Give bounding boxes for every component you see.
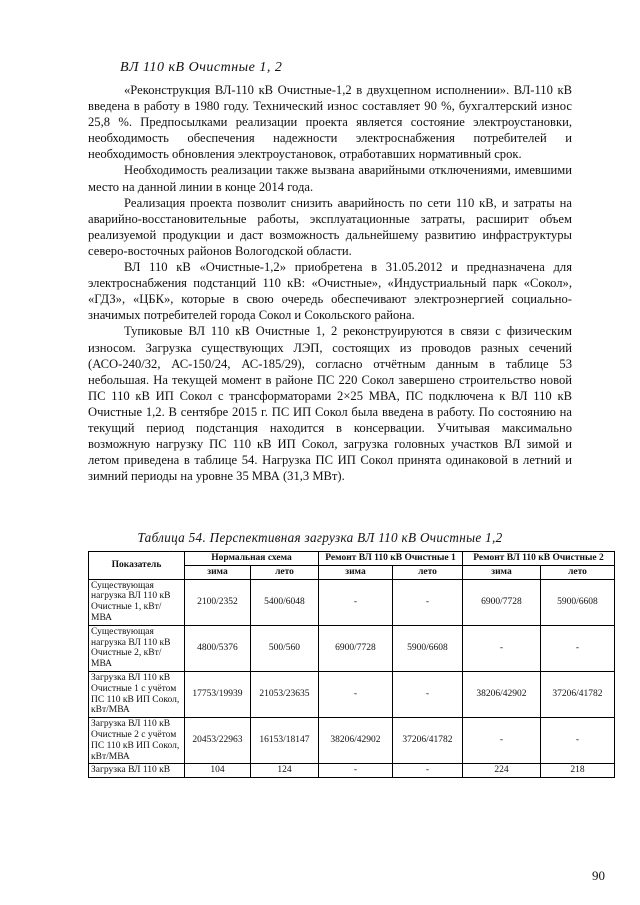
table-cell: 38206/42902 [463,671,541,717]
table-cell: 6900/7728 [463,579,541,625]
table-cell: 16153/18147 [251,718,319,764]
header-winter: зима [463,565,541,579]
row-label: Существующая нагрузка ВЛ 110 кВ Очистные 2, кВт/МВА [89,625,185,671]
header-summer: лето [541,565,615,579]
table-cell: 5900/6608 [541,579,615,625]
table-cell: 6900/7728 [319,625,393,671]
section-heading: ВЛ 110 кВ Очистные 1, 2 [120,60,283,75]
paragraph: Необходимость реализации также вызвана аварийными отключениями, имевшими место на данной линии в конце 2014 года. [88,163,572,194]
table-cell: - [463,625,541,671]
table-cell: 104 [185,764,251,778]
table-row [89,718,615,764]
table-cell: - [463,718,541,764]
row-label: Загрузка ВЛ 110 кВ Очистные 2 с учётом ПС 110 кВ ИП Сокол, кВт/МВА [89,718,185,764]
table-cell: 5900/6608 [393,625,463,671]
table-cell: - [319,579,393,625]
table-cell: 17753/19939 [185,671,251,717]
table-row [89,625,615,671]
table-row [89,764,615,778]
header-indicator: Показатель [89,552,185,580]
table-cell: 5400/6048 [251,579,319,625]
header-summer: лето [393,565,463,579]
header-normal-scheme: Нормальная схема [185,552,319,566]
table-cell: - [319,671,393,717]
table-cell: 21053/23635 [251,671,319,717]
paragraph: ВЛ 110 кВ «Очистные-1,2» приобретена в 31.05.2012 и предназначена для электроснабжения подстанций 110 кВ: «Очистные», «Индустриальный парк «Сокол», «ГДЗ», «ЦБК», которые в свою очередь обеспечивают электроэнергией социально-значимых потребителей города Сокол и Сокольского района. [88,260,572,323]
table-row [89,671,615,717]
table-cell: 38206/42902 [319,718,393,764]
table-cell: - [541,625,615,671]
table-cell: - [393,579,463,625]
row-label: Существующая нагрузка ВЛ 110 кВ Очистные 1, кВт/МВА [89,579,185,625]
table-cell: 500/560 [251,625,319,671]
row-label: Загрузка ВЛ 110 кВ Очистные 1 с учётом ПС 110 кВ ИП Сокол, кВт/МВА [89,671,185,717]
header-repair-2: Ремонт ВЛ 110 кВ Очистные 2 [463,552,615,566]
table-cell: - [393,671,463,717]
table-cell: 224 [463,764,541,778]
table-cell: 2100/2352 [185,579,251,625]
table-header-row [89,552,615,566]
header-winter: зима [185,565,251,579]
paragraph: Реализация проекта позволит снизить аварийность по сети 110 кВ, и затраты на аварийно-восстановительные работы, эксплуатационные затраты, расширит объем реализуемой продукции и даст возможность дальнейшему развитию инфраструктуры северо-восточных районов Вологодской области. [88,195,572,258]
body-text [88,82,572,484]
table-cell: - [319,764,393,778]
table-row [89,579,615,625]
header-winter: зима [319,565,393,579]
header-repair-1: Ремонт ВЛ 110 кВ Очистные 1 [319,552,463,566]
load-table [88,551,615,778]
header-summer: лето [251,565,319,579]
table-cell: 4800/5376 [185,625,251,671]
row-label: Загрузка ВЛ 110 кВ [89,764,185,778]
table-cell: - [393,764,463,778]
table-cell: 20453/22963 [185,718,251,764]
table-cell: - [541,718,615,764]
table-cell: 37206/41782 [541,671,615,717]
page-number: 90 [592,868,605,883]
table-cell: 37206/41782 [393,718,463,764]
paragraph: «Реконструкция ВЛ-110 кВ Очистные-1,2 в двухцепном исполнении». ВЛ-110 кВ введена в работу в 1980 году. Технический износ составляет 90 %, бухгалтерский износ 25,8 %. Предпосылками реализации проекта является состояние электроустановки, необходимость обеспечения надежности электроснабжения потребителей и необходимость обновления электроустановок, отработавших нормативный срок. [88,83,572,162]
paragraph: Тупиковые ВЛ 110 кВ Очистные 1, 2 реконструируются в связи с физическим износом. Загрузка существующих ЛЭП, состоящих из проводов разных сечений (АСО-240/32, АС-150/24, АС-185/29), согласно отчётным данным в таблице 53 небольшая. На текущей момент в районе ПС 220 Сокол завершено строительство новой ПС 110 кВ ИП Сокол с трансформаторами 2×25 МВА, ПС подключена к ВЛ 110 кВ Очистные 1,2. В сентябре 2015 г. ПС ИП Сокол была введена в работу. По состоянию на текущий период подстанция находится в консервации. Учитывая максимально возможную нагрузку ПС 110 кВ ИП Сокол, загрузка головных участков ВЛ зимой и летом приведена в таблице 54. Нагрузка ПС ИП Сокол принята одинаковой в летний и зимний периоды на уровне 35 МВА (31,3 МВт). [88,324,572,484]
table-caption: Таблица 54. Перспективная загрузка ВЛ 110 кВ Очистные 1,2 [137,530,503,545]
table-cell: 124 [251,764,319,778]
table-cell: 218 [541,764,615,778]
